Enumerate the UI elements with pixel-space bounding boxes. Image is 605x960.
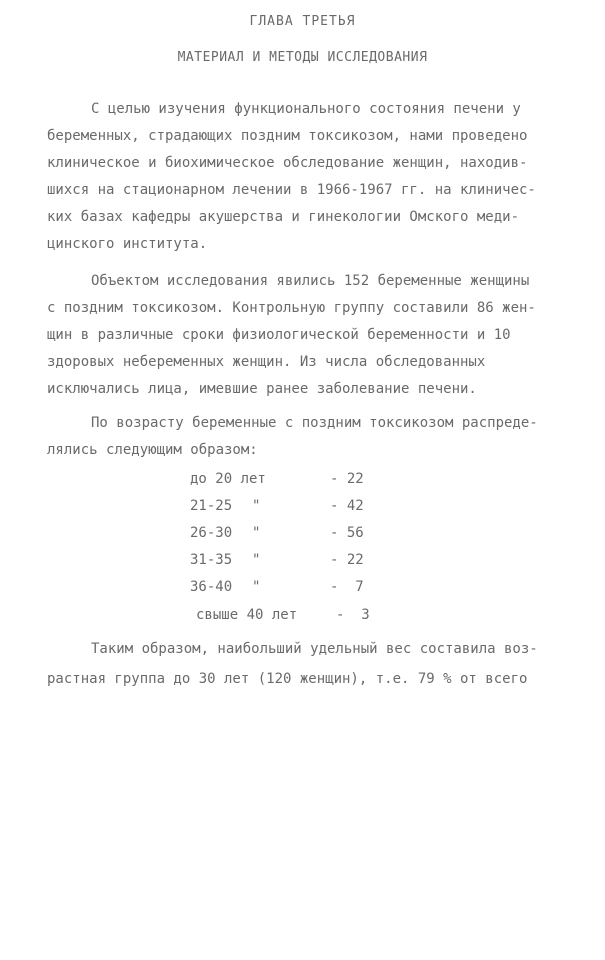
age-count: - 7 <box>330 579 364 595</box>
paragraph-line: Объектом исследования явились 152 беременные женщины <box>91 273 530 289</box>
ditto-mark: " <box>252 579 261 595</box>
age-range: 26-30 <box>190 525 233 541</box>
age-count: - 42 <box>330 498 364 514</box>
paragraph-line: лялись следующим образом: <box>47 442 258 458</box>
ditto-mark: " <box>252 498 261 514</box>
age-row <box>190 497 364 517</box>
paragraph-line: шихся на стационарном лечении в 1966-1967 гг. на клиничес- <box>47 182 536 198</box>
age-range: 21-25 <box>190 498 233 514</box>
age-count: - 3 <box>336 607 370 623</box>
age-row <box>190 551 364 571</box>
paragraph-line: исключались лица, имевшие ранее заболевание печени. <box>47 381 477 397</box>
paragraph-line: с поздним токсикозом. Контрольную группу составили 86 жен- <box>47 300 536 316</box>
age-range: до 20 лет <box>190 471 266 487</box>
age-row <box>190 470 364 490</box>
chapter-heading: ГЛАВА ТРЕТЬЯ <box>249 14 356 29</box>
age-row <box>190 578 364 598</box>
paragraph-line: щин в различные сроки физиологической беременности и 10 <box>47 327 511 343</box>
age-range: 31-35 <box>190 552 233 568</box>
ditto-mark: " <box>252 552 261 568</box>
section-title: МАТЕРИАЛ И МЕТОДЫ ИССЛЕДОВАНИЯ <box>177 50 428 65</box>
paragraph-line: С целью изучения функционального состояния печени у <box>91 101 521 117</box>
age-count: - 56 <box>330 525 364 541</box>
ditto-mark: " <box>252 525 261 541</box>
paragraph-line: Таким образом, наибольший удельный вес составила воз- <box>91 641 538 657</box>
age-row <box>196 606 370 626</box>
paragraph-line: цинского института. <box>47 236 208 252</box>
paragraph-line: здоровых небеременных женщин. Из числа обследованных <box>47 354 486 370</box>
paragraph-line: беременных, страдающих поздним токсикозом, нами проведено <box>47 128 528 144</box>
age-range: 36-40 <box>190 579 233 595</box>
age-row <box>190 524 364 544</box>
paragraph-line: ких базах кафедры акушерства и гинекологии Омского меди- <box>47 209 520 225</box>
paragraph-line: По возрасту беременные с поздним токсикозом распреде- <box>91 415 538 431</box>
paragraph-line: клиническое и биохимическое обследование женщин, находив- <box>47 155 528 171</box>
age-range: свыше 40 лет <box>196 607 298 623</box>
age-count: - 22 <box>330 471 364 487</box>
age-count: - 22 <box>330 552 364 568</box>
paragraph-line: растная группа до 30 лет (120 женщин), т.е. 79 % от всего <box>47 671 528 687</box>
